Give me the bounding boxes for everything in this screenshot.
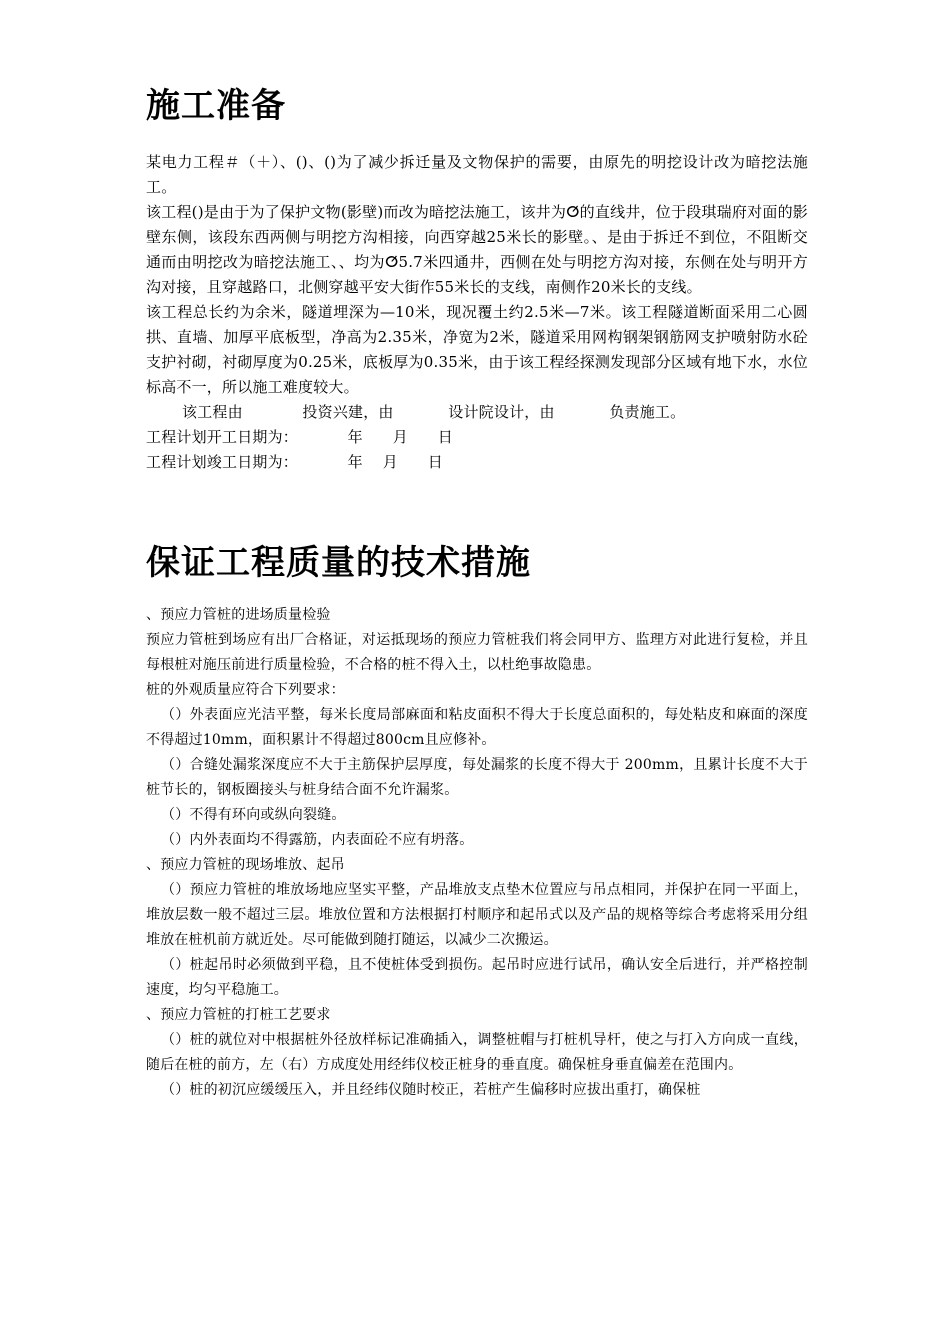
paragraph: 该工程()是由于为了保护文物(影壁)而改为暗挖法施工，该井为ⵚ的直线井，位于段琪瑞府对面的影壁东侧，该段东西两侧与明挖方沟相接，向西穿越25米长的影壁。、是由于拆迁不到位，不阻断交通而由明挖改为暗挖法施工、、均为ⵚ5.7米四通井，西侧在处与明挖方沟对接，东侧在处与明开方沟对接，且穿越路口，北侧穿越平安大街作55米长的支线，南侧作20米长的支线。 — [146, 203, 808, 296]
list-item: （）桩的就位对中根据桩外径放样标记准确插入，调整桩帽与打桩机导杆，使之与打入方向成一直线，随后在桩的前方，左（右）方成度处用经纬仪校正桩身的垂直度。确保桩身垂直偏差在范围内。 — [146, 1032, 808, 1073]
list-item: （）桩的初沉应缓缓压入，并且经纬仪随时校正，若桩产生偏移时应拔出重打，确保桩 — [161, 1082, 701, 1098]
subheading: 、预应力管桩的进场质量检验 — [146, 607, 331, 623]
list-item: （）不得有环向或纵向裂缝。 — [161, 807, 346, 823]
list-item: （）外表面应光洁平整，每米长度局部麻面和粘皮面积不得大于长度总面积的，每处粘皮和麻面的深度不得超过10mm，面积累计不得超过800cm且应修补。 — [146, 707, 808, 748]
section-heading-preparation: 施工准备 — [146, 86, 286, 126]
list-item: （）内外表面均不得露筋，内表面砼不应有坍落。 — [161, 832, 474, 848]
paragraph: 桩的外观质量应符合下列要求： — [146, 682, 345, 698]
end-date-line: 工程计划竣工日期为： 年 月 日 — [146, 453, 443, 471]
start-date-line: 工程计划开工日期为： 年 月 日 — [146, 428, 453, 446]
subheading: 、预应力管桩的现场堆放、起吊 — [146, 857, 345, 873]
list-item: （）预应力管桩的堆放场地应坚实平整，产品堆放支点垫木位置应与吊点相同，并保护在同一平面上，堆放层数一般不超过三层。堆放位置和方法根据打村顺序和起吊式以及产品的规格等综合考虑将采用分组堆放在桩机前方就近处。尽可能做到随打随运，以减少二次搬运。 — [146, 882, 808, 948]
paragraph: 该工程总长约为余米，隧道埋深为—10米，现况覆土约2.5米—7米。该工程隧道断面采用二心圆拱、直墙、加厚平底板型，净高为2.35米，净宽为2米，隧道采用网构钢架钢筋网支护喷射防水砼支护衬砌，衬砌厚度为0.25米，底板厚为0.35米，由于该工程经探测发现部分区域有地下水，水位标高不一，所以施工难度较大。 — [146, 303, 808, 396]
list-item: （）合缝处漏浆深度应不大于主筋保护层厚度，每处漏浆的长度不得大于 200mm，且累计长度不大于桩节长的，钢板圈接头与桩身结合面不允许漏浆。 — [146, 757, 808, 798]
paragraph: 某电力工程＃（＋）、()、()为了减少拆迁量及文物保护的需要，由原先的明挖设计改为暗挖法施工。 — [146, 153, 808, 196]
list-item: （）桩起吊时必须做到平稳，且不使桩体受到损伤。起吊时应进行试吊，确认安全后进行，并严格控制速度，均匀平稳施工。 — [146, 957, 808, 998]
document-page — [146, 80, 808, 1103]
subheading: 、预应力管桩的打桩工艺要求 — [146, 1007, 331, 1023]
fill-in-line: 该工程由 投资兴建，由 设计院设计，由 负责施工。 — [182, 403, 686, 421]
section-heading-quality: 保证工程质量的技术措施 — [146, 543, 531, 583]
paragraph: 预应力管桩到场应有出厂合格证，对运抵现场的预应力管桩我们将会同甲方、监理方对此进行复检，并且每根桩对施压前进行质量检验，不合格的桩不得入土，以杜绝事故隐患。 — [146, 632, 808, 673]
